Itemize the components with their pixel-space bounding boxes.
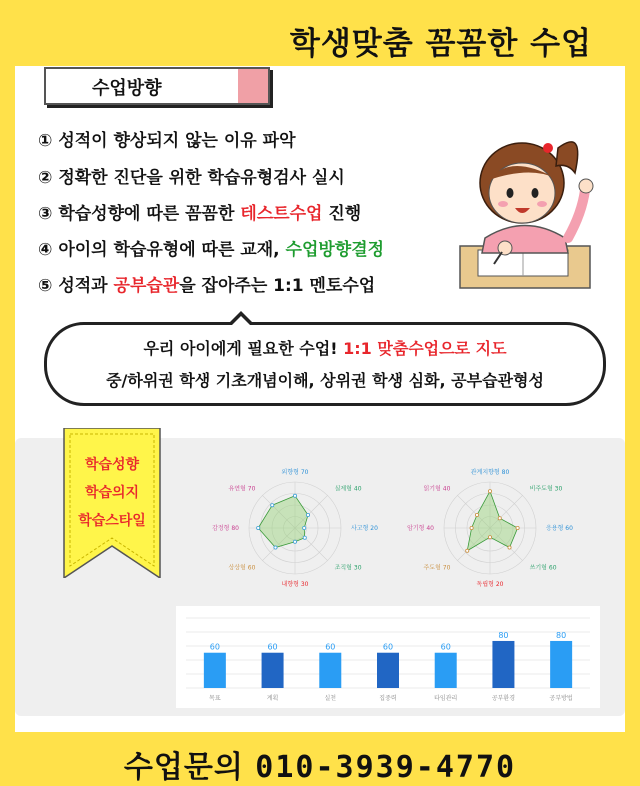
radar-point <box>303 536 306 539</box>
bar-value-label: 60 <box>382 642 394 652</box>
radar-point <box>271 504 274 507</box>
course-direction-item <box>38 199 361 224</box>
radar-point <box>488 490 491 493</box>
radar-label: 외향형 70 <box>281 469 309 476</box>
course-direction-item <box>38 271 375 296</box>
item-text: 성적이 향상되지 않는 이유 파악 <box>58 131 296 151</box>
banner-line-1: 학습성향 <box>84 457 140 473</box>
bar-category-label: 집중력 <box>379 695 397 702</box>
section-tag <box>44 67 270 105</box>
radar-point <box>306 513 309 516</box>
radar-label: 주도형 70 <box>423 564 451 572</box>
radar-label: 쓰기형 60 <box>529 564 557 572</box>
radar-label: 실제형 40 <box>334 485 362 493</box>
radar-point <box>498 517 501 520</box>
banner-line-2: 학습의지 <box>84 485 140 501</box>
radar-label: 응용형 60 <box>546 525 573 532</box>
radar-label: 읽기형 40 <box>423 485 451 493</box>
radar-point <box>470 526 473 529</box>
bar-category-label: 공부방법 <box>549 695 573 702</box>
radar-label: 내향형 30 <box>281 581 309 588</box>
item-number: ② <box>38 168 53 188</box>
item-text: 아이의 학습유형에 따른 교재, <box>58 240 286 260</box>
course-direction-item <box>38 163 345 188</box>
bar-value-label: 60 <box>209 642 220 652</box>
learning-banner <box>62 428 162 578</box>
radar-label: 비주도형 30 <box>529 485 563 493</box>
radar-label: 사고형 20 <box>351 525 378 532</box>
contact-label: 수업문의 <box>123 750 244 785</box>
item-text: 공부습관 <box>113 276 180 296</box>
bar-category-label: 실천 <box>324 695 337 702</box>
radar-label: 조직형 30 <box>334 564 362 572</box>
bar-value-label: 60 <box>440 642 451 652</box>
section-tag-label: 수업방향 <box>92 78 162 99</box>
item-text: 성적과 <box>58 276 114 296</box>
banner-line-3: 학습스타일 <box>78 513 146 529</box>
bar-value-label: 60 <box>325 642 336 652</box>
bar <box>435 653 457 688</box>
item-text: 을 잡아주는 1:1 멘토수업 <box>179 276 376 296</box>
contact-phone[interactable]: 010-3939-4770 <box>255 750 517 785</box>
radar-point <box>516 526 519 529</box>
radar-point <box>274 546 277 549</box>
item-text: 수업방향결정 <box>285 240 385 260</box>
radar-point <box>488 536 491 539</box>
tag-accent <box>238 69 268 103</box>
bubble-line-2: 중/하위권 학생 기초개념이해, 상위권 학생 심화, 공부습관형성 <box>106 371 544 390</box>
speech-bubble <box>44 322 606 406</box>
bar <box>204 653 226 688</box>
page-title: 학생맞춤 꼼꼼한 수업 <box>289 26 592 62</box>
study-style-radar-chart <box>400 462 580 592</box>
radar-label: 유연형 70 <box>228 485 256 493</box>
item-number: ③ <box>38 204 53 224</box>
bar <box>319 653 341 688</box>
item-text: 정확한 진단을 위한 학습유형검사 실시 <box>58 168 345 188</box>
radar-area <box>258 496 308 548</box>
item-number: ⑤ <box>38 276 53 296</box>
student-illustration <box>450 118 600 293</box>
course-direction-item <box>38 126 296 151</box>
radar-point <box>508 546 511 549</box>
radar-point <box>303 526 306 529</box>
bar-value-label: 60 <box>267 642 278 652</box>
radar-point <box>293 494 296 497</box>
radar-label: 상상형 60 <box>228 564 256 572</box>
item-text: 테스트수업 <box>240 204 323 224</box>
item-text: 학습성향에 따른 꼼꼼한 <box>58 204 241 224</box>
radar-point <box>293 540 296 543</box>
radar-label: 감정형 80 <box>212 525 239 532</box>
radar-label: 암기형 40 <box>407 525 434 532</box>
bar-category-label: 타임관리 <box>434 695 458 702</box>
bar <box>550 641 572 688</box>
radar-label: 관계지향형 80 <box>470 469 510 476</box>
personality-radar-chart <box>205 462 385 592</box>
bar-value-label: 80 <box>556 630 567 640</box>
bar-category-label: 공부환경 <box>491 695 516 702</box>
bar <box>492 641 514 688</box>
bar <box>262 653 284 688</box>
radar-point <box>257 526 260 529</box>
item-number: ① <box>38 131 53 151</box>
bar-value-label: 80 <box>498 630 509 640</box>
bar-category-label: 목표 <box>209 695 221 702</box>
radar-label: 독립형 20 <box>476 581 504 588</box>
item-number: ④ <box>38 240 53 260</box>
study-habit-bar-chart <box>176 606 600 708</box>
item-text: 진행 <box>322 204 362 224</box>
radar-point <box>475 513 478 516</box>
bar <box>377 653 399 688</box>
radar-point <box>466 549 469 552</box>
contact-footer <box>0 742 640 786</box>
course-direction-item <box>38 235 384 260</box>
bar-category-label: 계획 <box>266 695 279 702</box>
bubble-line-1: 우리 아이에게 필요한 수업! 1:1 맞춤수업으로 지도 <box>143 339 507 358</box>
